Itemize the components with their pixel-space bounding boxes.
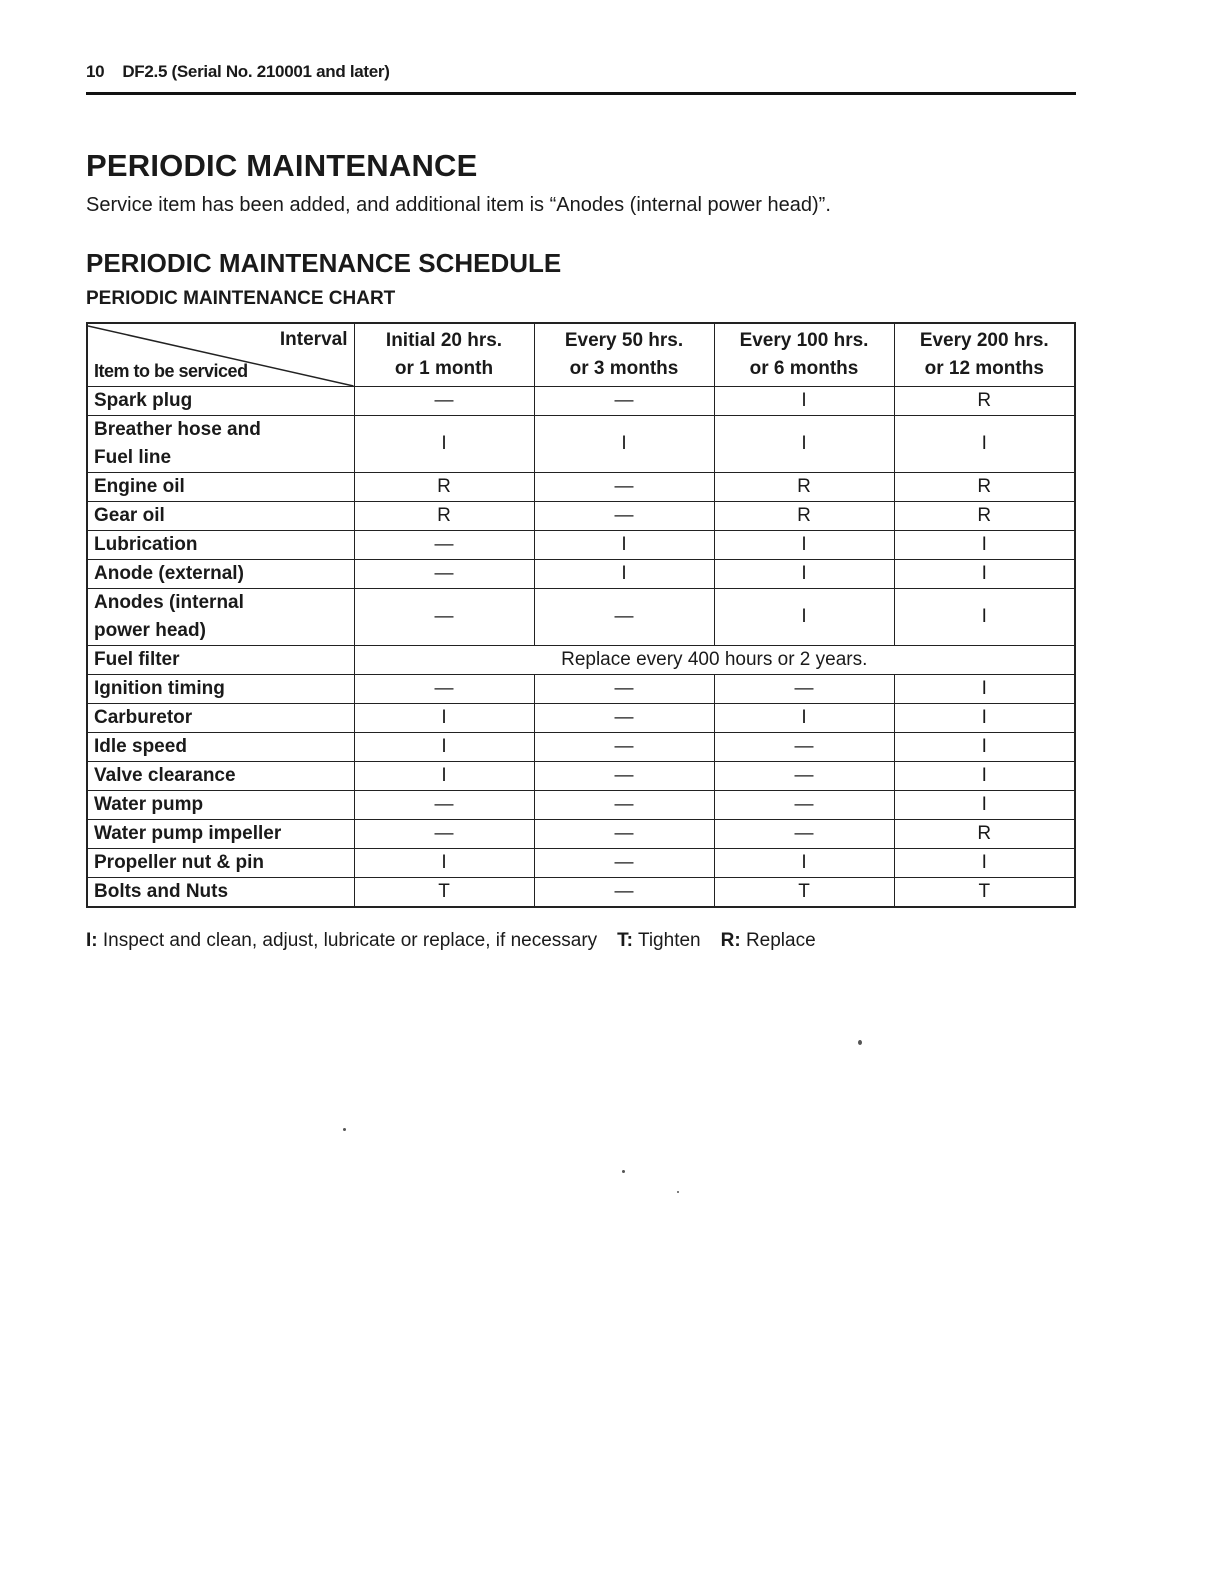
scan-speck — [858, 1040, 862, 1045]
table-cell: I — [714, 387, 894, 416]
legend-r-text: Replace — [745, 930, 816, 951]
table-cell: I — [354, 849, 534, 878]
table-cell: — — [534, 762, 714, 791]
column-header: Every 50 hrs. or 3 months — [534, 323, 714, 387]
item-name: Ignition timing — [87, 675, 354, 704]
table-cell: I — [894, 849, 1075, 878]
table-cell: — — [534, 387, 714, 416]
table-row — [87, 589, 1075, 646]
table-cell: I — [714, 531, 894, 560]
table-cell: I — [894, 704, 1075, 733]
table-cell: I — [894, 531, 1075, 560]
table-row — [87, 849, 1075, 878]
table-row — [87, 820, 1075, 849]
legend-i-key: I: — [86, 930, 98, 951]
table-cell: R — [894, 502, 1075, 531]
column-header: Every 200 hrs. or 12 months — [894, 323, 1075, 387]
table-cell: I — [354, 704, 534, 733]
table-row — [87, 646, 1075, 675]
legend-t-text: Tighten — [637, 930, 701, 951]
table-cell: — — [354, 791, 534, 820]
table-row — [87, 531, 1075, 560]
table-cell: I — [714, 416, 894, 473]
item-name: Anode (external) — [87, 560, 354, 589]
table-cell: — — [354, 531, 534, 560]
column-header: Every 100 hrs. or 6 months — [714, 323, 894, 387]
table-cell: — — [534, 473, 714, 502]
table-cell: R — [894, 473, 1075, 502]
page-title: PERIODIC MAINTENANCE — [86, 148, 478, 183]
table-cell: — — [354, 820, 534, 849]
item-name: Water pump impeller — [87, 820, 354, 849]
table-cell: — — [714, 762, 894, 791]
corner-item-label: Item to be serviced — [94, 361, 248, 381]
table-cell: R — [714, 473, 894, 502]
table-cell: I — [354, 733, 534, 762]
item-name: Fuel filter — [87, 646, 354, 675]
item-name: Carburetor — [87, 704, 354, 733]
table-cell: — — [534, 704, 714, 733]
table-cell: — — [354, 589, 534, 646]
table-cell: — — [714, 733, 894, 762]
table-cell: I — [894, 791, 1075, 820]
table-cell: — — [534, 791, 714, 820]
table-cell: I — [894, 675, 1075, 704]
table-cell: I — [894, 589, 1075, 646]
item-name: Valve clearance — [87, 762, 354, 791]
maintenance-chart-table — [86, 322, 1076, 908]
table-cell: I — [714, 589, 894, 646]
table-cell: — — [354, 387, 534, 416]
table-cell: I — [894, 560, 1075, 589]
table-cell: — — [534, 878, 714, 908]
scan-speck — [622, 1170, 625, 1173]
table-row — [87, 791, 1075, 820]
table-cell: — — [534, 675, 714, 704]
table-cell: R — [714, 502, 894, 531]
table-row — [87, 416, 1075, 473]
table-cell: I — [354, 762, 534, 791]
table-cell: — — [534, 733, 714, 762]
table-cell: I — [714, 849, 894, 878]
table-row — [87, 560, 1075, 589]
legend-t-key: T: — [617, 930, 633, 951]
table-header-row — [87, 323, 1075, 387]
scan-speck — [677, 1191, 679, 1193]
legend-i-text: Inspect and clean, adjust, lubricate or replace, if necessary — [102, 930, 598, 951]
chart-title: PERIODIC MAINTENANCE CHART — [86, 288, 396, 309]
table-cell: — — [714, 820, 894, 849]
table-cell: R — [354, 502, 534, 531]
item-name: Idle speed — [87, 733, 354, 762]
corner-header-cell — [87, 323, 354, 387]
table-cell: I — [894, 762, 1075, 791]
table-cell: I — [534, 416, 714, 473]
item-name: Lubrication — [87, 531, 354, 560]
table-cell: R — [894, 387, 1075, 416]
table-cell: T — [894, 878, 1075, 908]
table-cell: — — [714, 791, 894, 820]
table-cell: — — [534, 820, 714, 849]
table-cell: I — [894, 416, 1075, 473]
item-name: Anodes (internal power head) — [87, 589, 354, 646]
table-row — [87, 502, 1075, 531]
item-name: Propeller nut & pin — [87, 849, 354, 878]
table-row — [87, 675, 1075, 704]
page-number: 10 — [86, 62, 105, 81]
table-row — [87, 878, 1075, 908]
table-cell: T — [354, 878, 534, 908]
table-cell: I — [714, 560, 894, 589]
page-header — [86, 62, 1076, 95]
intro-text: Service item has been added, and additional item is “Anodes (internal power head)”. — [86, 194, 831, 216]
table-row — [87, 733, 1075, 762]
table-cell: I — [534, 531, 714, 560]
legend — [86, 930, 816, 952]
table-cell: I — [714, 704, 894, 733]
table-row — [87, 473, 1075, 502]
table-cell: I — [894, 733, 1075, 762]
table-cell: — — [354, 675, 534, 704]
table-row — [87, 387, 1075, 416]
corner-interval-label: Interval — [279, 329, 348, 350]
item-name: Breather hose and Fuel line — [87, 416, 354, 473]
scan-speck — [343, 1128, 346, 1131]
table-cell: T — [714, 878, 894, 908]
item-name: Gear oil — [87, 502, 354, 531]
fuel-filter-note: Replace every 400 hours or 2 years. — [354, 646, 1075, 675]
table-cell: I — [534, 560, 714, 589]
item-name: Engine oil — [87, 473, 354, 502]
table-cell: — — [534, 849, 714, 878]
legend-r-key: R: — [720, 930, 741, 951]
column-header: Initial 20 hrs. or 1 month — [354, 323, 534, 387]
table-cell: I — [354, 416, 534, 473]
table-cell: — — [354, 560, 534, 589]
table-row — [87, 704, 1075, 733]
table-row — [87, 762, 1075, 791]
model-label: DF2.5 (Serial No. 210001 and later) — [122, 62, 390, 81]
table-cell: — — [534, 502, 714, 531]
section-title: PERIODIC MAINTENANCE SCHEDULE — [86, 248, 562, 278]
table-cell: R — [894, 820, 1075, 849]
item-name: Bolts and Nuts — [87, 878, 354, 908]
item-name: Water pump — [87, 791, 354, 820]
item-name: Spark plug — [87, 387, 354, 416]
table-cell: R — [354, 473, 534, 502]
table-cell: — — [534, 589, 714, 646]
table-cell: — — [714, 675, 894, 704]
